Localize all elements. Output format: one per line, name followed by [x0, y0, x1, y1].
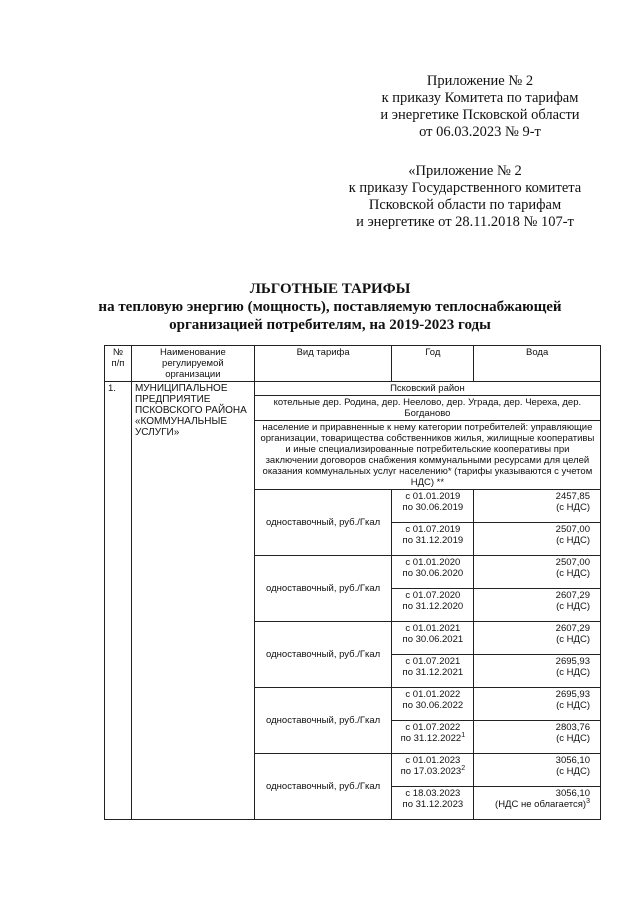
- tariff-value: 2507,00: [555, 557, 590, 568]
- water-tariff-cell: [474, 589, 601, 622]
- row-number: 1.: [105, 382, 132, 820]
- table-row: [105, 382, 601, 396]
- document-title: [60, 280, 600, 334]
- period-from: с 01.01.2023: [405, 755, 461, 766]
- appendix-previous-line4: и энергетике от 28.11.2018 № 107-т: [356, 214, 574, 230]
- water-tariff-cell: [474, 655, 601, 688]
- period-cell: [392, 589, 474, 622]
- tariff-note: [477, 700, 590, 711]
- period-from: с 18.03.2023: [405, 788, 461, 799]
- period-to-text: по 30.06.2019: [402, 502, 464, 513]
- appendix-current-line4: от 06.03.2023 № 9-т: [419, 124, 541, 140]
- tariff-type: одноставочный, руб./Гкал: [254, 490, 392, 556]
- appendix-current-reference: [355, 73, 605, 141]
- header-org: Наименование регулируемой организации: [131, 346, 254, 382]
- tariff-note: [477, 601, 590, 612]
- organization-name: МУНИЦИПАЛЬНОЕ ПРЕДПРИЯТИЕ ПСКОВСКОГО РАЙОНА «КОММУНАЛЬНЫЕ УСЛУГИ»: [131, 382, 254, 820]
- period-to: [395, 601, 470, 612]
- title-line1: ЛЬГОТНЫЕ ТАРИФЫ: [249, 281, 411, 297]
- tariff-note-text: (с НДС): [556, 700, 590, 711]
- period-cell: [392, 622, 474, 655]
- tariff-note: [477, 667, 590, 678]
- district-label: Псковский район: [254, 382, 600, 396]
- period-from: с 01.07.2021: [405, 656, 461, 667]
- tariff-note-text: (с НДС): [556, 766, 590, 777]
- period-cell: [392, 523, 474, 556]
- period-cell: [392, 787, 474, 820]
- period-to-text: по 30.06.2021: [402, 634, 464, 645]
- water-tariff-cell: [474, 754, 601, 787]
- tariff-note: [477, 733, 590, 744]
- period-from: с 01.01.2020: [405, 557, 461, 568]
- appendix-current-line1: Приложение № 2: [426, 73, 534, 89]
- period-to: [395, 634, 470, 645]
- period-to-text: по 31.12.2019: [402, 535, 464, 546]
- appendix-previous-reference: [330, 163, 600, 231]
- consumer-category: население и приравненные к нему категории потребителей: управляющие организации, товарищества собственников жилья, жилищные кооперативы и иные специализированные потребительские кооперативы при заключении договоров снабжения коммунальными ресурсами для целей оказания коммунальных услуг населению* (тарифы указываются с учетом НДС) **: [254, 421, 600, 490]
- tariff-note: [477, 502, 590, 513]
- period-to-text: по 31.12.2022: [400, 733, 462, 744]
- tariff-value: 3056,10: [555, 788, 590, 799]
- period-cell: [392, 721, 474, 754]
- appendix-current-line3: и энергетике Псковской области: [380, 107, 580, 123]
- period-from: с 01.01.2019: [405, 491, 461, 502]
- period-to-text: по 17.03.2023: [400, 766, 462, 777]
- period-to: [395, 502, 470, 513]
- water-tariff-cell: [474, 721, 601, 754]
- period-cell: [392, 754, 474, 787]
- tariff-value: 2607,29: [555, 590, 590, 601]
- period-to-text: по 31.12.2023: [402, 799, 464, 810]
- period-from: с 01.07.2022: [405, 722, 461, 733]
- title-line3: организацией потребителям, на 2019-2023 годы: [169, 317, 491, 333]
- water-tariff-cell: [474, 523, 601, 556]
- period-cell: [392, 556, 474, 589]
- period-to: [395, 667, 470, 678]
- period-to: [395, 766, 470, 777]
- period-from: с 01.07.2019: [405, 524, 461, 535]
- tariff-note: [477, 634, 590, 645]
- period-to-text: по 31.12.2021: [402, 667, 464, 678]
- tariff-note-text: (с НДС): [556, 535, 590, 546]
- period-to: [395, 799, 470, 810]
- tariff-value: 2507,00: [555, 524, 590, 535]
- tariff-note-text: (с НДС): [556, 502, 590, 513]
- period-to-text: по 31.12.2020: [402, 601, 464, 612]
- water-tariff-cell: [474, 490, 601, 523]
- period-to: [395, 568, 470, 579]
- tariff-value: 2457,85: [555, 491, 590, 502]
- tariff-value: 3056,10: [555, 755, 590, 766]
- tariff-note-text: (с НДС): [556, 733, 590, 744]
- water-tariff-cell: [474, 556, 601, 589]
- header-type: Вид тарифа: [254, 346, 392, 382]
- footnote-mark: 2: [461, 764, 466, 772]
- period-from: с 01.01.2021: [405, 623, 461, 634]
- header-num: № п/п: [105, 346, 132, 382]
- period-cell: [392, 655, 474, 688]
- tariff-table: [104, 345, 601, 820]
- boilers-label: котельные дер. Родина, дер. Неелово, дер. Уграда, дер. Череха, дер. Богданово: [254, 396, 600, 421]
- appendix-previous-line3: Псковской области по тарифам: [368, 197, 562, 213]
- tariff-note: [477, 799, 590, 810]
- tariff-type: одноставочный, руб./Гкал: [254, 688, 392, 754]
- period-to: [395, 535, 470, 546]
- tariff-value: 2695,93: [555, 689, 590, 700]
- period-cell: [392, 688, 474, 721]
- period-from: с 01.01.2022: [405, 689, 461, 700]
- tariff-note: [477, 766, 590, 777]
- table-header-row: [105, 346, 601, 382]
- tariff-note-text: (с НДС): [556, 634, 590, 645]
- period-cell: [392, 490, 474, 523]
- title-line2: на тепловую энергию (мощность), поставляемую теплоснабжающей: [98, 299, 562, 315]
- water-tariff-cell: [474, 622, 601, 655]
- appendix-current-line2: к приказу Комитета по тарифам: [381, 90, 579, 106]
- water-tariff-cell: [474, 787, 601, 820]
- footnote-mark: 3: [586, 797, 590, 805]
- period-to-text: по 30.06.2022: [402, 700, 464, 711]
- tariff-note-text: (с НДС): [556, 568, 590, 579]
- tariff-type: одноставочный, руб./Гкал: [254, 556, 392, 622]
- tariff-note-text: (НДС не облагается): [495, 799, 587, 810]
- period-to: [395, 733, 470, 744]
- footnote-mark: 1: [461, 731, 466, 739]
- appendix-previous-line1: «Приложение № 2: [408, 163, 522, 179]
- header-year: Год: [392, 346, 474, 382]
- tariff-value: 2695,93: [555, 656, 590, 667]
- period-to: [395, 700, 470, 711]
- tariff-value: 2803,76: [555, 722, 590, 733]
- tariff-type: одноставочный, руб./Гкал: [254, 754, 392, 820]
- water-tariff-cell: [474, 688, 601, 721]
- header-water: Вода: [474, 346, 601, 382]
- tariff-note: [477, 568, 590, 579]
- period-to-text: по 30.06.2020: [402, 568, 464, 579]
- period-from: с 01.07.2020: [405, 590, 461, 601]
- appendix-previous-line2: к приказу Государственного комитета: [348, 180, 582, 196]
- tariff-type: одноставочный, руб./Гкал: [254, 622, 392, 688]
- tariff-note-text: (с НДС): [556, 667, 590, 678]
- tariff-note: [477, 535, 590, 546]
- tariff-note-text: (с НДС): [556, 601, 590, 612]
- tariff-value: 2607,29: [555, 623, 590, 634]
